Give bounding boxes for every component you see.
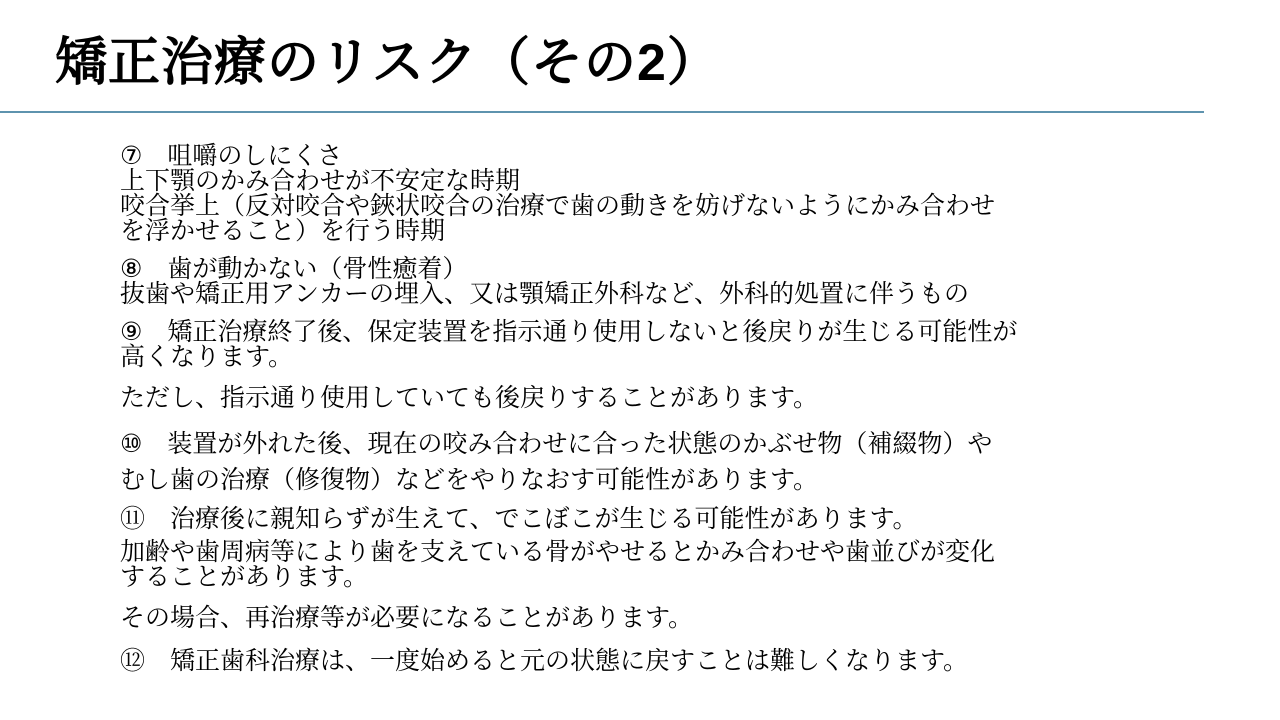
text-line: 上下顎のかみ合わせが不安定な時期 [120, 167, 521, 195]
text-line: むし歯の治療（修復物）などをやりなおす可能性があります。 [120, 466, 819, 494]
text-line: ⑨ 矯正治療終了後、保定装置を指示通り使用しないと後戻りが生じる可能性が [120, 318, 1018, 346]
risk-item-10 [120, 426, 1200, 498]
title-divider [0, 111, 1204, 113]
text-line: ただし、指示通り使用していても後戻りすることがあります。 [120, 384, 819, 412]
slide-title: 矯正治療のリスク（その2） [55, 34, 720, 92]
risk-item-7 [120, 144, 1200, 244]
text-line: ⑦ 咀嚼のしにくさ [120, 142, 343, 170]
text-line: ⑧ 歯が動かない（骨性癒着） [120, 255, 468, 283]
risk-item-8 [120, 257, 1200, 307]
text-line: 咬合挙上（反対咬合や鋏状咬合の治療で歯の動きを妨げないようにかみ合わせ [120, 192, 996, 220]
text-line: ⑪ 治療後に親知らずが生えて、でこぼこが生じる可能性があります。 [120, 505, 918, 533]
risk-item-11 [120, 504, 1200, 534]
text-line: を浮かせること）を行う時期 [120, 217, 446, 245]
text-line: 加齢や歯周病等により歯を支えている骨がやせるとかみ合わせや歯並びが変化 [120, 538, 996, 566]
text-line: ⑩ 装置が外れた後、現在の咬み合わせに合った状態のかぶせ物（補綴物）や [120, 430, 993, 458]
risk-item-12 [120, 646, 1200, 676]
text-line: ⑫ 矯正歯科治療は、一度始めると元の状態に戻すことは難しくなります。 [120, 647, 969, 675]
text-line: その場合、再治療等が必要になることがあります。 [120, 604, 694, 632]
risk-note-retreatment [120, 603, 1200, 633]
slide-body [120, 144, 1200, 689]
text-line: 高くなります。 [120, 343, 294, 371]
text-line: 抜歯や矯正用アンカーの埋入、又は顎矯正外科など、外科的処置に伴うもの [120, 280, 970, 308]
risk-item-9 [120, 320, 1200, 370]
risk-note-relapse [120, 383, 1200, 413]
risk-note-aging [120, 540, 1200, 590]
text-line: することがあります。 [120, 563, 369, 591]
